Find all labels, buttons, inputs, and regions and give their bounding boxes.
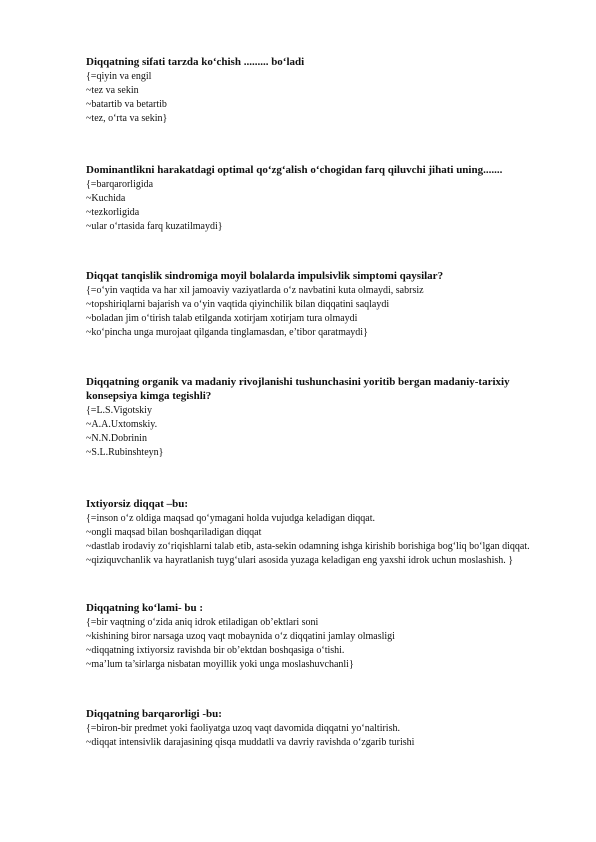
answer-option: ~A.A.Uxtomskiy.: [86, 419, 158, 430]
answer-option: ~diqqat intensivlik darajasining qisqa muddatli va davriy ravishda o‘zgarib turishi: [86, 737, 415, 748]
answer-option: ~boladan jim o‘tirish talab etilganda xotirjam xotirjam tura olmaydi: [86, 313, 358, 324]
quiz-content: [86, 55, 556, 787]
question-5: [86, 497, 556, 568]
answer-list: [86, 404, 556, 460]
answer-option: ~tez, o‘rta va sekin}: [86, 113, 168, 124]
answer-option: {=o‘yin vaqtida va har xil jamoaviy vaziyatlarda o‘z navbatini kuta olmaydi, sabrsiz: [86, 285, 424, 296]
answer-list: [86, 178, 556, 234]
answer-option: ~S.L.Rubinshteyn}: [86, 447, 164, 458]
answer-option: ~diqqatning ixtiyorsiz ravishda bir ob’ektdan boshqasiga o‘tishi.: [86, 645, 345, 656]
answer-option: ~tez va sekin: [86, 85, 139, 96]
answer-list: [86, 284, 556, 340]
answer-option: ~tezkorligida: [86, 207, 140, 218]
answer-option: {=barqarorligida: [86, 179, 154, 190]
question-title: Ixtiyorsiz diqqat –bu:: [86, 498, 189, 510]
question-title: Diqqatning barqarorligi -bu:: [86, 708, 222, 720]
answer-list: [86, 70, 556, 126]
question-title: Diqqatning organik va madaniy rivojlanishi tushunchasini yoritib bergan madaniy-tarixiy konsepsiya kimga tegishli?: [86, 376, 510, 402]
answer-option: {=inson o‘z oldiga maqsad qo‘ymagani holda vujudga keladigan diqqat.: [86, 513, 375, 524]
question-6: [86, 601, 556, 672]
answer-option: {=L.S.Vigotskiy: [86, 405, 152, 416]
answer-list: [86, 616, 556, 672]
answer-list: [86, 512, 556, 568]
question-1: [86, 55, 556, 126]
answer-option: {=qiyin va engil: [86, 71, 152, 82]
answer-option: ~ma’lum ta’sirlarga nisbatan moyillik yoki unga moslashuvchanli}: [86, 659, 354, 670]
question-title: Diqqatning ko‘lami- bu :: [86, 602, 204, 614]
question-7: [86, 707, 556, 750]
answer-option: ~kishining biror narsaga uzoq vaqt mobaynida o‘z diqqatini jamlay olmasligi: [86, 631, 395, 642]
answer-option: ~qiziquvchanlik va hayratlanish tuyg‘ulari asosida yuzaga keladigan eng yaxshi idrok uchun moslashish. }: [86, 555, 514, 566]
answer-option: ~ko‘pincha unga murojaat qilganda tinglamasdan, e’tibor qaratmaydi}: [86, 327, 368, 338]
answer-option: {=bir vaqtning o‘zida aniq idrok etiladigan ob’ektlari soni: [86, 617, 319, 628]
answer-option: ~dastlab irodaviy zo‘riqishlarni talab etib, asta-sekin odamning ishga kirishib borishiga bog‘liq bo‘lgan diqqat.: [86, 541, 530, 552]
question-title: Dominantlikni harakatdagi optimal qo‘zg‘alish o‘chogidan farq qiluvchi jihati uning.......: [86, 164, 503, 176]
answer-option: {=biron-bir predmet yoki faoliyatga uzoq vaqt davomida diqqatni yo‘naltirish.: [86, 723, 400, 734]
answer-list: [86, 722, 556, 750]
answer-option: ~batartib va betartib: [86, 99, 167, 110]
question-2: [86, 163, 556, 234]
answer-option: ~Kuchida: [86, 193, 126, 204]
question-4: [86, 375, 556, 460]
answer-option: ~topshiriqlarni bajarish va o‘yin vaqtida qiyinchilik bilan diqqatini saqlaydi: [86, 299, 390, 310]
question-3: [86, 269, 556, 340]
answer-option: ~ular o‘rtasida farq kuzatilmaydi}: [86, 221, 223, 232]
answer-option: ~N.N.Dobrinin: [86, 433, 147, 444]
question-title: Diqqat tanqislik sindromiga moyil bolalarda impulsivlik simptomi qaysilar?: [86, 270, 444, 282]
answer-option: ~ongli maqsad bilan boshqariladigan diqqat: [86, 527, 262, 538]
question-title: Diqqatning sifati tarzda ko‘chish ......... bo‘ladi: [86, 56, 305, 68]
